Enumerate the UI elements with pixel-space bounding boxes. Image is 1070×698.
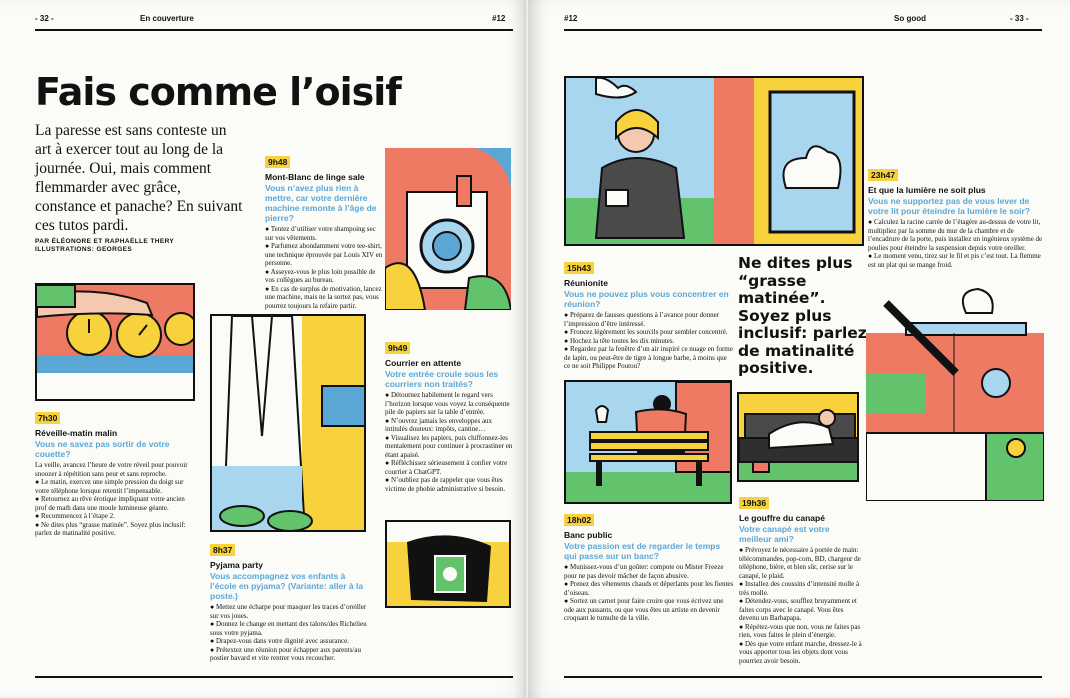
right-page-number: - 33 - (1010, 14, 1029, 23)
section-body (385, 391, 513, 493)
section-question: Vous ne pouvez plus vous concentrer en réunion? (564, 289, 729, 310)
washing-machine-illustration (385, 148, 511, 310)
header-rule (564, 29, 1042, 31)
body-line: ● Hochez la tête toutes les dix minutes. (564, 336, 675, 345)
body-line: ● Préparez de fausses questions à l’avance pour donner l’impression d’être intéressé. (564, 311, 720, 328)
body-line: ● En cas de surplus de motivation, lancez une machine, mais ne la sortez pas, vous pourrez toujours la refaire partir. (265, 284, 382, 310)
footer-rule (35, 676, 513, 678)
byline (35, 238, 174, 255)
body-line: ● Drapez-vous dans votre dignité avec assurance. (210, 637, 349, 646)
time-tag: 19h36 (739, 497, 769, 509)
section-23h47 (868, 165, 1044, 269)
body-line: ● Retournez au rêve érotique impliquant votre ancien prof de math dans une moule lumineuse géante. (35, 495, 185, 512)
body-line: ● Dès que votre enfant marche, dressez-le à vous apporter tous les objets dont vous pourriez avoir besoin. (739, 639, 862, 665)
park-bench-illustration (564, 380, 732, 504)
body-line: ● Visualisez les papiers, puis chiffonnez-les mentalement pour continuer à procrastiner en étant apaisé. (385, 433, 513, 459)
section-18h02 (564, 510, 734, 623)
body-line: ● Munissez-vous d’un goûter: compote ou Mister Freeze pour ne pas devoir mâcher de façon abusive. (564, 563, 724, 580)
body-line: ● Sortez un carnet pour faire croire que vous écrivez une ode aux passants, ou que vous êtes un artiste en devenir croquant le tumulte de la ville. (564, 597, 724, 623)
body-line: ● Le moment venu, tirez sur le fil et pis c’est tout. La flemme est un plat qui se mange froid. (868, 252, 1041, 269)
body-line: ● Détendez-vous, soufflez bruyamment et faites corps avec le canapé. Vous êtes devenu un Barbapapa. (739, 597, 857, 623)
alarm-clock-illustration (35, 283, 195, 401)
article-title: Fais comme l’oisif (35, 70, 401, 114)
time-tag: 15h43 (564, 262, 594, 274)
section-title: Le gouffre du canapé (739, 513, 825, 523)
pull-quote: Ne dites plus “grasse matinée”. Soyez plus inclusif: parlez de matinalité positive. (738, 254, 867, 377)
section-title: Mont-Blanc de linge sale (265, 172, 365, 182)
footer-rule (564, 676, 1042, 678)
header-rule (35, 29, 513, 31)
body-line: ● Mettez une écharpe pour masquer les traces d’oreiller sur vos joues. (210, 603, 367, 620)
couch-illustration (737, 392, 859, 482)
mailbox-illustration (385, 520, 511, 608)
left-issue-number: #12 (492, 14, 506, 23)
section-8h37 (210, 540, 370, 663)
bathrobe-illustration (210, 314, 366, 532)
article-lead: La paresse est sans conteste un art à exercer tout au long de la journée. Oui, mais comment flemmarder avec grâce, constance et panache? En suivant ces tutos pardi. (35, 122, 243, 234)
section-title: Banc public (564, 530, 613, 540)
section-body (564, 563, 734, 623)
section-title: Pyjama party (210, 560, 263, 570)
left-page-number: - 32 - (35, 14, 54, 23)
time-tag: 9h48 (265, 156, 290, 168)
right-issue-number: #12 (564, 14, 578, 23)
section-question: Votre canapé est votre meilleur ami? (739, 524, 830, 545)
byline-illustrations: ILLUSTRATIONS: GEORGES (35, 246, 133, 254)
body-line: ● Donnez le change en mettant des talons/des Richelieu sous votre pyjama. (210, 620, 367, 637)
section-7h30 (35, 408, 197, 538)
body-line: ● N’ouvrez jamais les enveloppes aux intitulés douteux: impôts, cantine… (385, 416, 493, 434)
time-tag: 8h37 (210, 544, 235, 556)
section-15h43 (564, 258, 734, 371)
meeting-window-illustration (564, 76, 864, 246)
body-line: ● Détournez habilement le regard vers l’horizon lorsque vous voyez la conséquente pile de papiers sur la table d’entrée. (385, 391, 510, 417)
body-line: ● Calculez la racine carrée de l’étagère au-dessus de votre lit, multipliez par la somme du mur de la chambre et de l’encadrure de la porte, puis installez un ingénieux système de poulies pour éteindre la suspension depuis votre oreiller. (868, 218, 1043, 252)
section-title: Courrier en attente (385, 358, 462, 368)
section-question: Vous ne supportez pas de vous lever de votre lit pour éteindre la lumière le soir? (868, 196, 1031, 217)
body-line: ● Recommencez à l’étape 2. (35, 512, 115, 521)
body-line: ● Ne dites plus “grasse matinée”. Soyez plus inclusif: parlez de matinalité positive. (35, 520, 186, 538)
section-body (35, 461, 197, 538)
section-title: Réveille-matin malin (35, 428, 118, 438)
section-body (868, 218, 1044, 269)
body-line: ● Parfumez abondamment votre tee-shirt, une technique éprouvée par Louis XIV en personne. (265, 242, 383, 268)
body-line: ● Tentez d’utiliser votre shampoing sec sur vos vêtements. (265, 225, 376, 242)
time-tag: 7h30 (35, 412, 60, 424)
section-19h36 (739, 493, 863, 665)
right-section-label: So good (894, 14, 926, 23)
section-question: Vous ne savez pas sortir de votre couette? (35, 439, 170, 460)
section-body (564, 311, 734, 371)
body-line: ● Asseyez-vous le plus loin possible de vos collègues au bureau. (265, 267, 376, 285)
light-pulley-illustration (866, 283, 1044, 501)
section-body (265, 225, 383, 310)
section-question: Vous accompagnez vos enfants à l’école en pyjama? (Variante: aller à la poste.) (210, 571, 364, 602)
body-line: ● Le matin, exercez une simple pression du doigt sur votre téléphone lorsque retentit l’impensable. (35, 478, 184, 495)
body-line: ● Réfléchissez sérieusement à confier votre courrier à ChatGPT. (385, 459, 508, 476)
body-line: ● Froncez légèrement les sourcils pour sembler concentré. (564, 328, 728, 337)
body-line: La veille, avancez l’heure de votre réveil pour pouvoir snoozer à répétition sans peur et sans reproche. (35, 461, 188, 478)
section-title: Réunionite (564, 278, 608, 288)
section-question: Votre entrée croule sous les courriers non traités? (385, 369, 499, 390)
body-line: ● Installez des coussins d’intensité molle à très molle. (739, 580, 860, 597)
left-section-label: En couverture (140, 14, 194, 23)
byline-authors: PAR ÉLÉONORE ET RAPHAËLLE THERY (35, 238, 175, 245)
section-9h48 (265, 152, 383, 310)
left-page (0, 0, 528, 698)
time-tag: 9h49 (385, 342, 410, 354)
section-question: Votre passion est de regarder le temps qui passe sur un banc? (564, 541, 721, 562)
section-title: Et que la lumière ne soit plus (868, 185, 986, 195)
section-question: Vous n’avez plus rien à mettre, car votre dernière machine remonte à l’âge de pierre? (265, 183, 377, 224)
time-tag: 23h47 (868, 169, 898, 181)
section-body (739, 546, 863, 665)
body-line: ● N’oubliez pas de rappeler que vous êtes victime de phobie administrative si besoin. (385, 476, 506, 493)
body-line: ● Regardez par la fenêtre d’un air inspiré ce nuage en forme de lapin, ou peut-être de tigre à longue barbe, à moins que ce ne soit Philippe Poutou? (564, 345, 733, 371)
section-9h49 (385, 338, 513, 493)
body-line: ● Prétextez une réunion pour échapper aux parents/au postier bavard et vite rentrer vous recoucher. (210, 645, 361, 663)
body-line: ● Prévoyez le nécessaire à portée de main: télécommandes, pop-corn, BD, chargeur de téléphone, bière, et bien sûr, cerise sur le canapé, le plaid. (739, 546, 861, 580)
section-body (210, 603, 370, 663)
body-line: ● Répétez-vous que non, vous ne faites pas rien, vous faites le plein d’énergie. (739, 622, 861, 640)
body-line: ● Prenez des vêtements chauds et déperlants pour les fientes d’oiseau. (564, 580, 734, 597)
time-tag: 18h02 (564, 514, 594, 526)
